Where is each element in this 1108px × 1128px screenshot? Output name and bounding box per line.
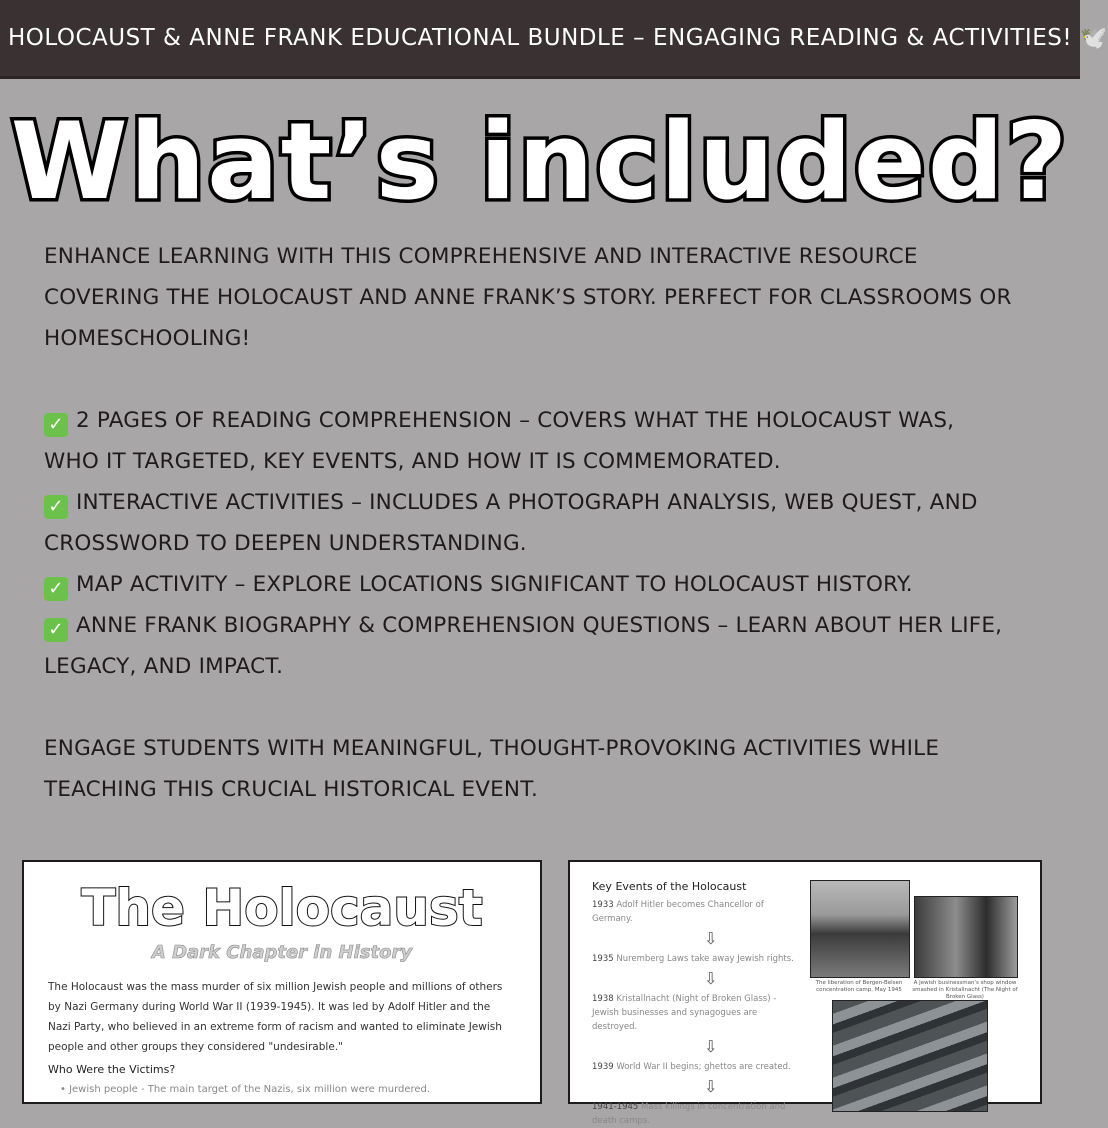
photo-caption: The liberation of Bergen-Belsen concentration camp, May 1945 <box>815 980 903 993</box>
photo-kristallnacht <box>914 896 1018 978</box>
closing-line: ENGAGE STUDENTS WITH MEANINGFUL, THOUGHT-PROVOKING ACTIVITIES WHILE <box>44 736 940 761</box>
closing-line: TEACHING THIS CRUCIAL HISTORICAL EVENT. <box>44 777 539 802</box>
down-arrow-icon: ⇩ <box>704 1077 718 1096</box>
timeline <box>592 898 802 1128</box>
feature-text: WHO IT TARGETED, KEY EVENTS, AND HOW IT IS COMMEMORATED. <box>44 449 781 474</box>
timeline-event: 1941-1945 Mass killings in concentration and death camps. <box>592 1102 786 1126</box>
intro-line: HOMESCHOOLING! <box>44 326 251 351</box>
top-banner <box>0 0 1108 79</box>
feature-text: ANNE FRANK BIOGRAPHY & COMPREHENSION QUESTIONS – LEARN ABOUT HER LIFE, <box>76 613 1003 638</box>
feature-text: INTERACTIVE ACTIVITIES – INCLUDES A PHOTOGRAPH ANALYSIS, WEB QUEST, AND <box>76 490 978 515</box>
down-arrow-icon: ⇩ <box>704 929 718 948</box>
timeline-event: 1935 Nuremberg Laws take away Jewish rights. <box>592 954 794 964</box>
preview-heading: Who Were the Victims? <box>48 1063 176 1076</box>
feature-item <box>44 400 1044 441</box>
dove-icon: 🕊️ <box>1080 25 1108 51</box>
page-title: What’s included? <box>10 100 1070 223</box>
intro-line: ENHANCE LEARNING WITH THIS COMPREHENSIVE AND INTERACTIVE RESOURCE <box>44 244 918 269</box>
feature-item <box>44 564 1044 605</box>
timeline-event: 1933 Adolf Hitler becomes Chancellor of Germany. <box>592 900 764 924</box>
feature-text: LEGACY, AND IMPACT. <box>44 654 284 679</box>
checkmark-icon: ✓ <box>44 413 68 437</box>
checkmark-icon: ✓ <box>44 495 68 519</box>
photo-memorial <box>832 1000 988 1112</box>
preview-bullet: • Jewish people - The main target of the Nazis, six million were murdered. <box>60 1084 431 1095</box>
feature-item <box>44 605 1044 646</box>
timeline-event: 1938 Kristallnacht (Night of Broken Glass) - Jewish businesses and synagogues are destroyed. <box>592 994 777 1032</box>
intro-line: COVERING THE HOLOCAUST AND ANNE FRANK’S STORY. PERFECT FOR CLASSROOMS OR <box>44 285 1012 310</box>
feature-text: 2 PAGES OF READING COMPREHENSION – COVERS WHAT THE HOLOCAUST WAS, <box>76 408 955 433</box>
photo-bergen-belsen <box>810 880 910 978</box>
feature-text: MAP ACTIVITY – EXPLORE LOCATIONS SIGNIFICANT TO HOLOCAUST HISTORY. <box>76 572 913 597</box>
down-arrow-icon: ⇩ <box>704 1037 718 1056</box>
down-arrow-icon: ⇩ <box>704 969 718 988</box>
timeline-event: 1939 World War II begins; ghettos are created. <box>592 1062 791 1072</box>
preview-page-key-events <box>568 860 1042 1126</box>
preview-body: The Holocaust was the mass murder of six million Jewish people and millions of others by Nazi Germany during World War II (1939-1945). It was led by Adolf Hitler and the Nazi Party, who believed in an extreme form of racism and wanted to eliminate Jewish people and other groups they considered "undesirable." <box>48 981 503 1053</box>
feature-item <box>44 482 1044 523</box>
preview-page-holocaust <box>22 860 542 1104</box>
preview-subtitle: A Dark Chapter in History <box>151 942 413 963</box>
feature-text: CROSSWORD TO DEEPEN UNDERSTANDING. <box>44 531 527 556</box>
description <box>44 236 1044 810</box>
checkmark-icon: ✓ <box>44 618 68 642</box>
timeline-title: Key Events of the Holocaust <box>592 880 747 893</box>
banner-title: HOLOCAUST & ANNE FRANK EDUCATIONAL BUNDLE – ENGAGING READING & ACTIVITIES! <box>7 25 1073 51</box>
photo-caption: A Jewish businessman's shop window smashed in Kristallnacht (The Night of Broken Glass) <box>912 980 1018 1000</box>
checkmark-icon: ✓ <box>44 577 68 601</box>
preview-title: The Holocaust <box>81 879 483 937</box>
